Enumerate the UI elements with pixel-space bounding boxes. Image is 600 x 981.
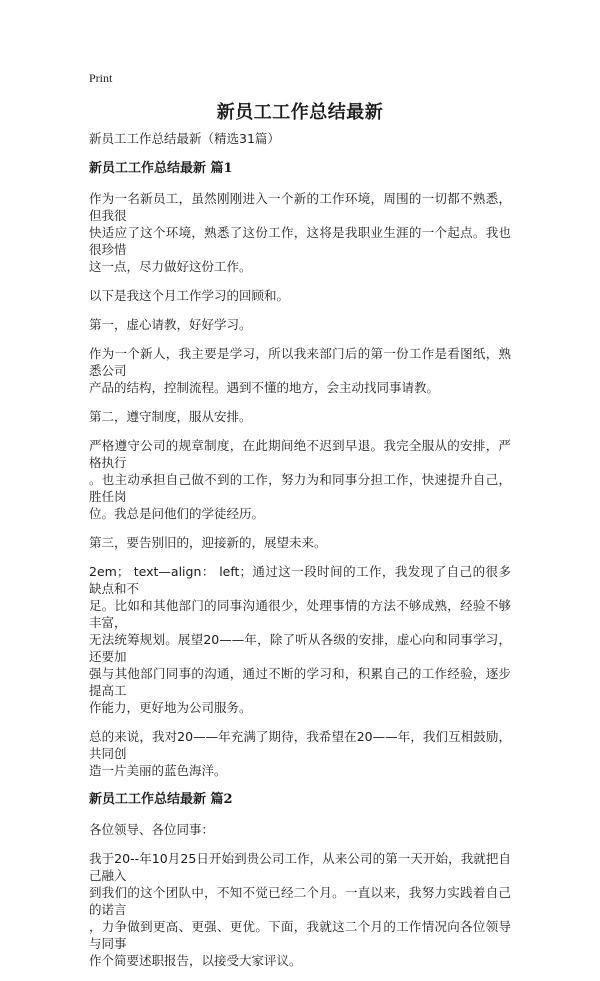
paragraph-line: 严格遵守公司的规章制度，在此期间绝不迟到早退。我完全服从的安排，严格执行 [89,438,511,470]
paragraph [89,287,511,304]
paragraph-line: 总的来说，我对20——年充满了期待，我希望在20——年，我们互相鼓励，共同创 [89,729,511,761]
paragraph [89,408,511,425]
paragraph-line: 造一片美丽的蓝色海洋。 [89,763,227,778]
paragraph [89,190,511,275]
print-label: Print [89,71,113,85]
paragraph-line: 第二，遵守制度，服从安排。 [89,409,252,424]
paragraph [89,534,511,551]
section-heading-2: 新员工工作总结最新 篇2 [89,792,233,807]
paragraph [89,821,511,838]
paragraph-line: 2em； text—align： left；通过这一段时间的工作，我发现了自己的很多缺点和不 [89,564,511,596]
paragraph-line: 产品的结构，控制流程。遇到不懂的地方，会主动找同事请教。 [89,380,440,395]
paragraph-line: 位。我总是问他们的学徒经历。 [89,506,265,521]
paragraph [89,437,511,522]
paragraph-line: 作为一个新人，我主要是学习，所以我来部门后的第一份工作是看图纸，熟悉公司 [89,346,511,378]
paragraph-line: 强与其他部门同事的沟通，通过不断的学习和，积累自己的工作经验，逐步提高工 [89,666,511,698]
document-body [89,130,511,981]
paragraph-line: 作为一名新员工，虽然刚刚进入一个新的工作环境，周围的一切都不熟悉，但我很 [89,191,511,223]
paragraph [89,316,511,333]
paragraph [89,728,511,779]
paragraph-line: 无法统筹规划。展望20——年，除了听从各级的安排，虚心向和同事学习，还要加 [89,632,511,664]
paragraph-line: 第三，要告别旧的，迎接新的，展望未来。 [89,535,327,550]
paragraph-line: 第一，虚心请教，好好学习。 [89,317,252,332]
paragraph-line: 以下是我这个月工作学习的回顾和。 [89,288,290,303]
paragraph [89,563,511,716]
paragraph [89,345,511,396]
paragraph-line: 。也主动承担自己做不到的工作，努力为和同事分担工作，快速提升自己，胜任岗 [89,472,511,504]
page-title: 新员工工作总结最新 [216,102,384,123]
paragraph [89,850,511,969]
section-2-body [89,821,511,969]
paragraph-line: 到我们的这个团队中，不知不觉已经二个月。一直以来，我努力实践着自己的诺言 [89,885,511,917]
paragraph-line: 这一点，尽力做好这份工作。 [89,259,252,274]
section-heading-1: 新员工工作总结最新 篇1 [89,161,233,176]
paragraph-line: ，力争做到更高、更强、更优。下面，我就这二个月的工作情况向各位领导与同事 [89,919,511,951]
paragraph-line: 作能力，更好地为公司服务。 [89,700,252,715]
document-subtitle: 新员工工作总结最新（精选31篇） [89,131,280,146]
paragraph-line: 快适应了这个环境，熟悉了这份工作，这将是我职业生涯的一个起点。我也很珍惜 [89,225,511,257]
section-1-body [89,190,511,779]
paragraph-line: 我于20--年10月25日开始到贵公司工作，从来公司的第一天开始，我就把自己融入 [89,851,511,883]
paragraph-line: 足。比如和其他部门的同事沟通很少，处理事情的方法不够成熟，经验不够丰富， [89,598,511,630]
paragraph-line: 各位领导、各位同事： [89,822,215,837]
paragraph-line: 作个简要述职报告，以接受大家评议。 [89,953,302,968]
